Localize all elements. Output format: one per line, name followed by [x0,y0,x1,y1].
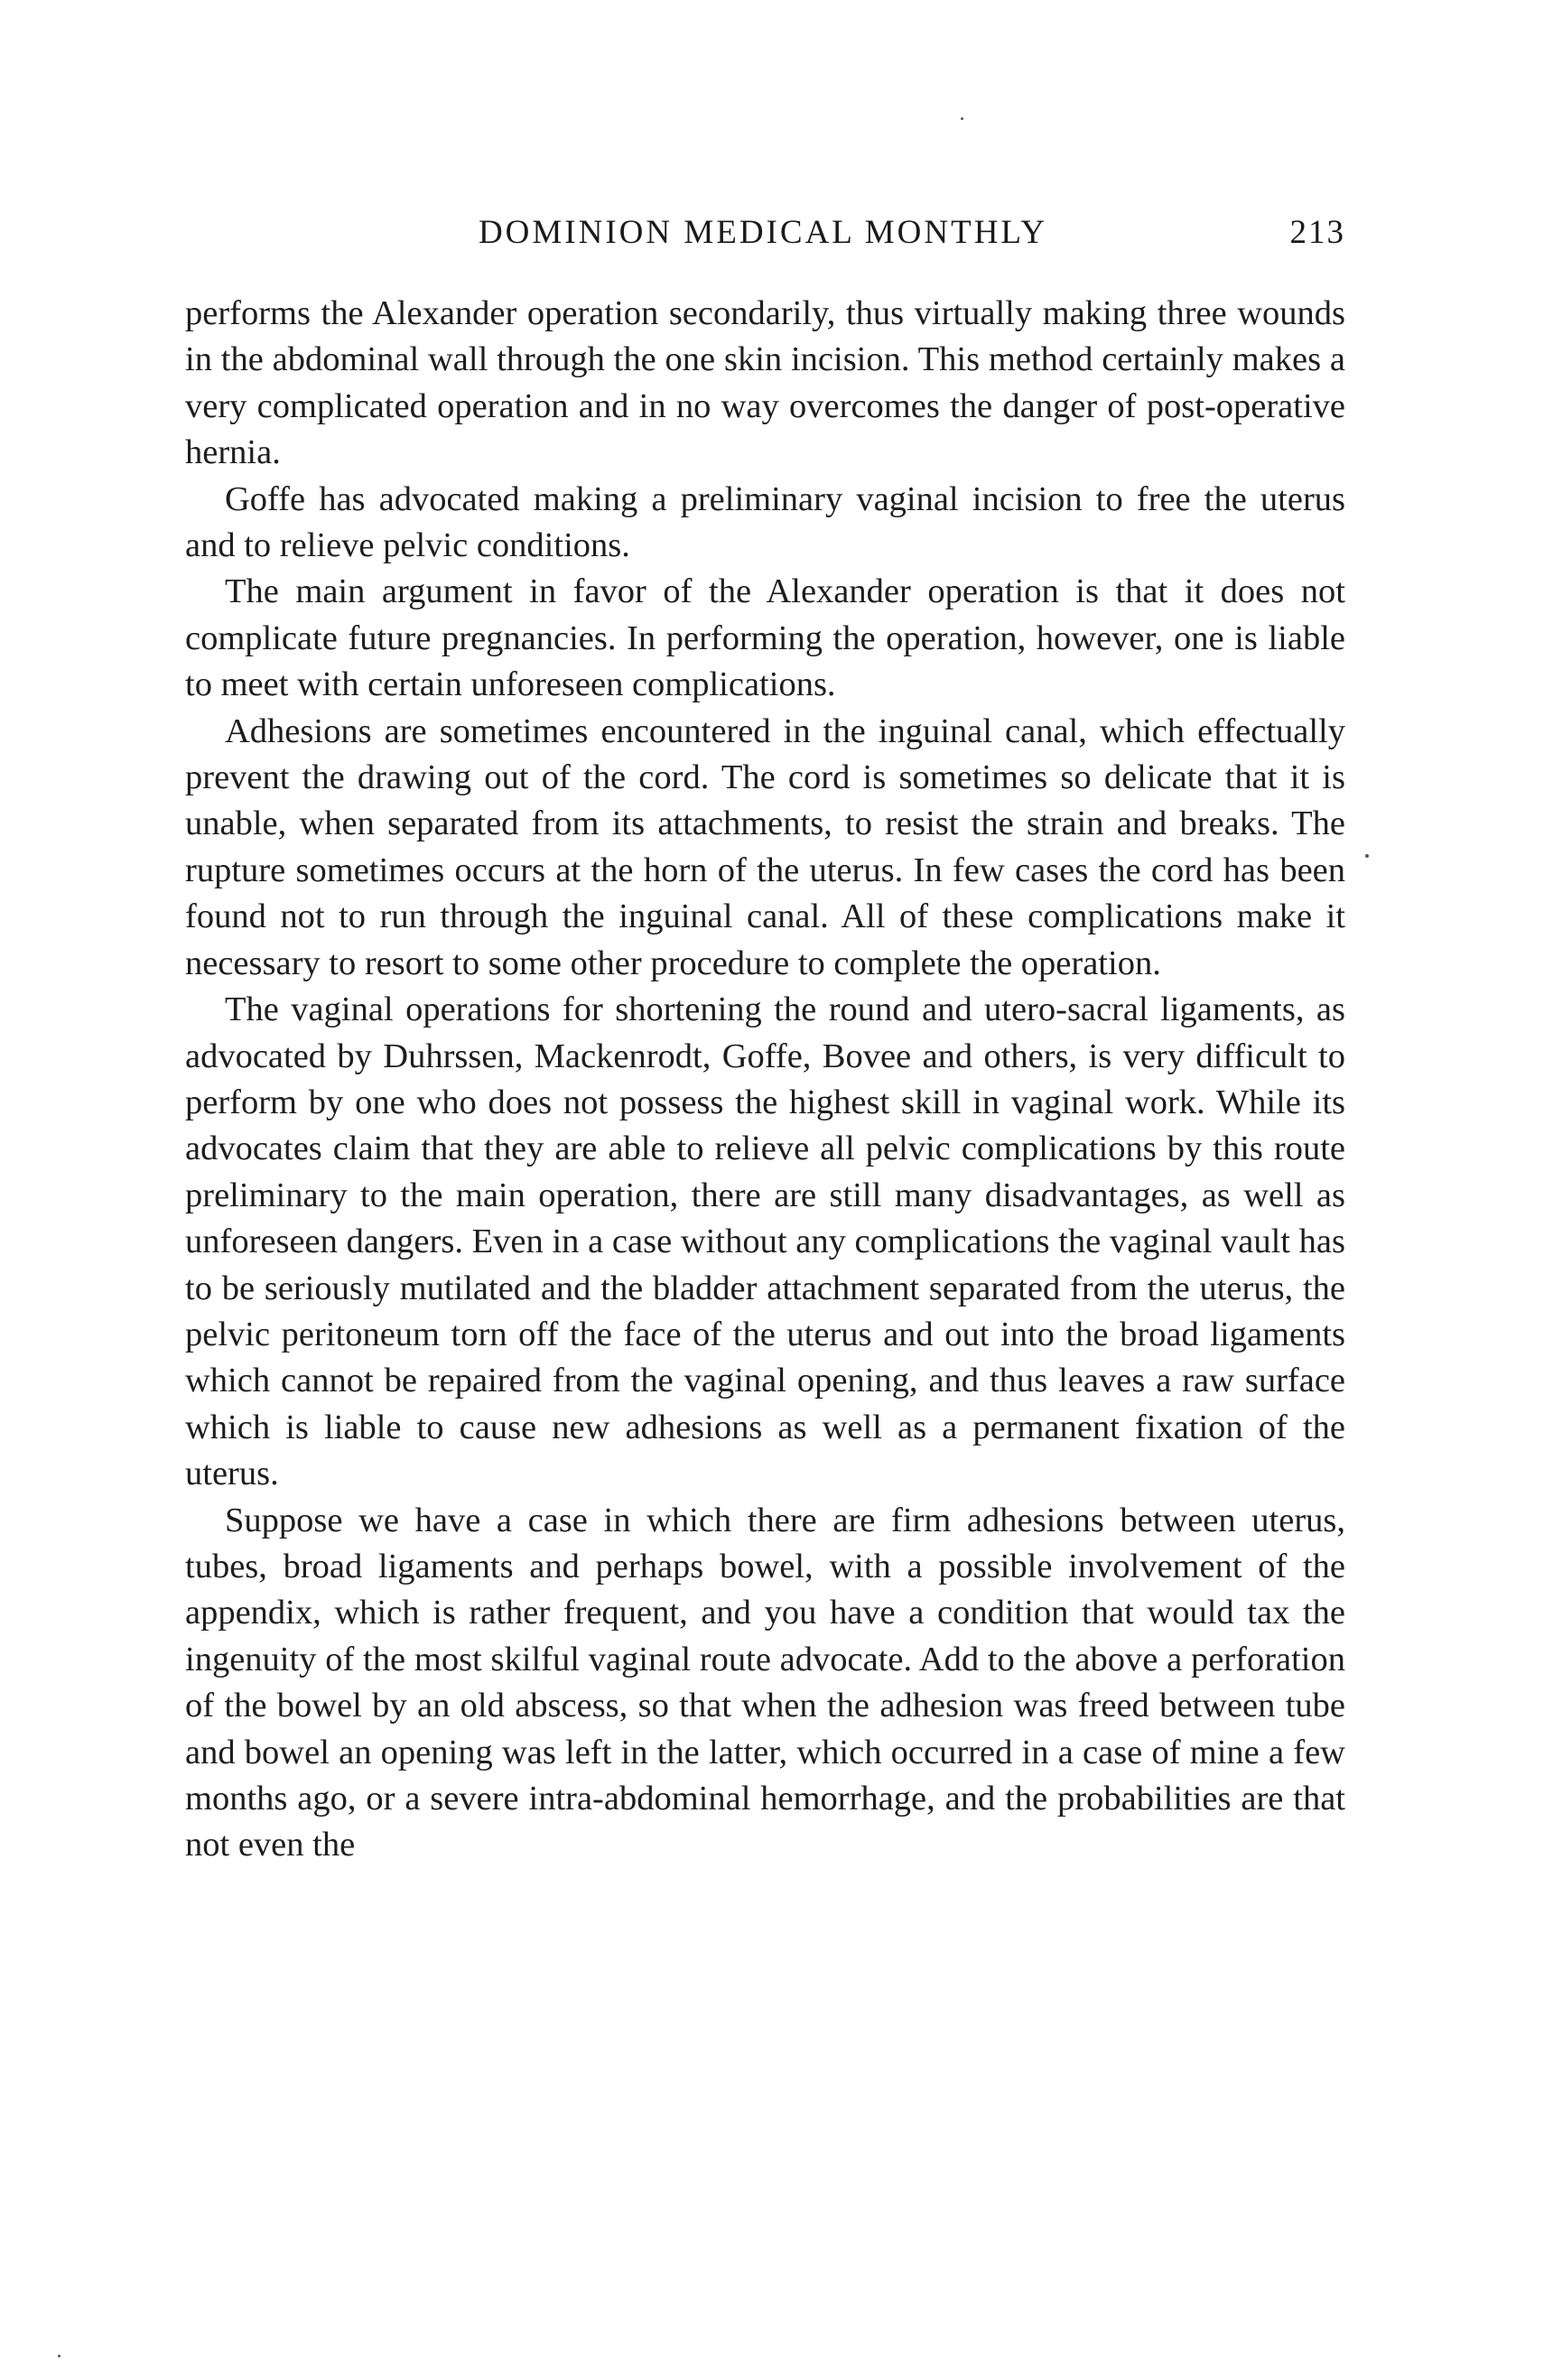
page-number: 213 [1289,214,1345,251]
paragraph-4: Adhesions are sometimes encountered in the inguinal canal, which effectually prevent the drawing out of the cord. The cord is sometimes so delicate that it is unable, when separated from its attachments, to resist the strain and breaks. The rupture sometimes occurs at the horn of the uterus. In few cases the cord has been found not to run through the inguinal canal. All of these complications make it necessary to resort to some other procedure to complete the operation. [185,711,1345,982]
scan-speck [1365,854,1369,858]
running-head [181,213,1345,258]
paragraph-6: Suppose we have a case in which there are firm adhesions between uterus, tubes, broad ligaments and perhaps bowel, with a possible involvement of the appendix, which is rather frequent, and you have a condition that would tax the ingenuity of the most skilful vaginal route advocate. Add to the above a perforation of the bowel by an old abscess, so that when the adhesion was freed between tube and bowel an opening was left in the latter, which occurred in a case of mine a few months ago, or a severe intra-abdominal hemorrhage, and the probabilities are that not even the [185,1501,1345,1864]
journal-title: DOMINION MEDICAL MONTHLY [478,214,1048,251]
paragraph-2: Goffe has advocated making a preliminary vaginal incision to free the uterus and to relieve pelvic conditions. [185,479,1345,565]
paragraph-1: performs the Alexander operation secondarily, thus virtually making three wounds in the abdominal wall through the one skin incision. This method certainly makes a very complicated operation and in no way overcomes the danger of post-operative hernia. [185,294,1345,472]
scan-speck [58,2355,60,2357]
paragraph-3: The main argument in favor of the Alexander operation is that it does not complicate future pregnancies. In performing the operation, however, one is liable to meet with certain unforeseen complications. [185,572,1345,704]
scan-speck [961,117,963,120]
body-text [185,291,1345,1869]
paragraph-5: The vaginal operations for shortening the round and utero-sacral ligaments, as advocated by Duhrssen, Mackenrodt, Goffe, Bovee and others, is very difficult to perform by one who does not possess the highest skill in vaginal work. While its advocates claim that they are able to relieve all pelvic complications by this route preliminary to the main operation, there are still many disadvantages, as well as unforeseen dangers. Even in a case without any complications the vaginal vault has to be seriously mutilated and the bladder attachment separated from the uterus, the pelvic peritoneum torn off the face of the uterus and out into the broad ligaments which cannot be repaired from the vaginal opening, and thus leaves a raw surface which is liable to cause new adhesions as well as a permanent fixation of the uterus. [185,990,1345,1493]
